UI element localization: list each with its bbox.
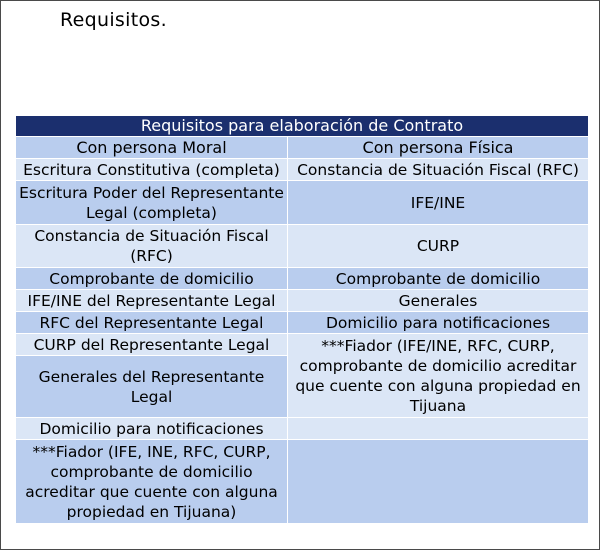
cell-moral: Escritura Constitutiva (completa) bbox=[16, 159, 288, 181]
cell-fisica: Generales bbox=[288, 290, 589, 312]
table-row bbox=[16, 334, 589, 356]
table-row bbox=[16, 159, 589, 181]
cell-moral: CURP del Representante Legal bbox=[16, 334, 288, 356]
cell-moral: ***Fiador (IFE, INE, RFC, CURP, comprobante de domicilio acreditar que cuente con alguna propiedad en Tijuana) bbox=[16, 440, 288, 524]
table-row bbox=[16, 268, 589, 290]
cell-moral: RFC del Representante Legal bbox=[16, 312, 288, 334]
cell-fisica bbox=[288, 440, 589, 524]
requirements-table bbox=[15, 115, 589, 524]
cell-fisica: IFE/INE bbox=[288, 181, 589, 225]
table-title: Requisitos para elaboración de Contrato bbox=[16, 116, 589, 137]
table-title-row bbox=[16, 116, 589, 137]
table-row bbox=[16, 290, 589, 312]
table-header-row bbox=[16, 137, 589, 159]
table-row bbox=[16, 418, 589, 440]
table-row bbox=[16, 181, 589, 225]
column-header-fisica: Con persona Física bbox=[288, 137, 589, 159]
cell-fisica: Comprobante de domicilio bbox=[288, 268, 589, 290]
column-header-moral: Con persona Moral bbox=[16, 137, 288, 159]
cell-moral: Domicilio para notificaciones bbox=[16, 418, 288, 440]
cell-moral: Comprobante de domicilio bbox=[16, 268, 288, 290]
cell-moral: Generales del Representante Legal bbox=[16, 356, 288, 418]
cell-fisica: ***Fiador (IFE/INE, RFC, CURP, comprobante de domicilio acreditar que cuente con alguna propiedad en Tijuana bbox=[288, 334, 589, 418]
table-row bbox=[16, 440, 589, 524]
cell-moral: Constancia de Situación Fiscal (RFC) bbox=[16, 225, 288, 268]
cell-moral: Escritura Poder del Representante Legal (completa) bbox=[16, 181, 288, 225]
cell-fisica: Constancia de Situación Fiscal (RFC) bbox=[288, 159, 589, 181]
cell-fisica bbox=[288, 418, 589, 440]
cell-fisica: CURP bbox=[288, 225, 589, 268]
table-row bbox=[16, 312, 589, 334]
cell-moral: IFE/INE del Representante Legal bbox=[16, 290, 288, 312]
cell-fisica: Domicilio para notificaciones bbox=[288, 312, 589, 334]
table-row bbox=[16, 225, 589, 268]
page-title: Requisitos. bbox=[60, 9, 167, 31]
